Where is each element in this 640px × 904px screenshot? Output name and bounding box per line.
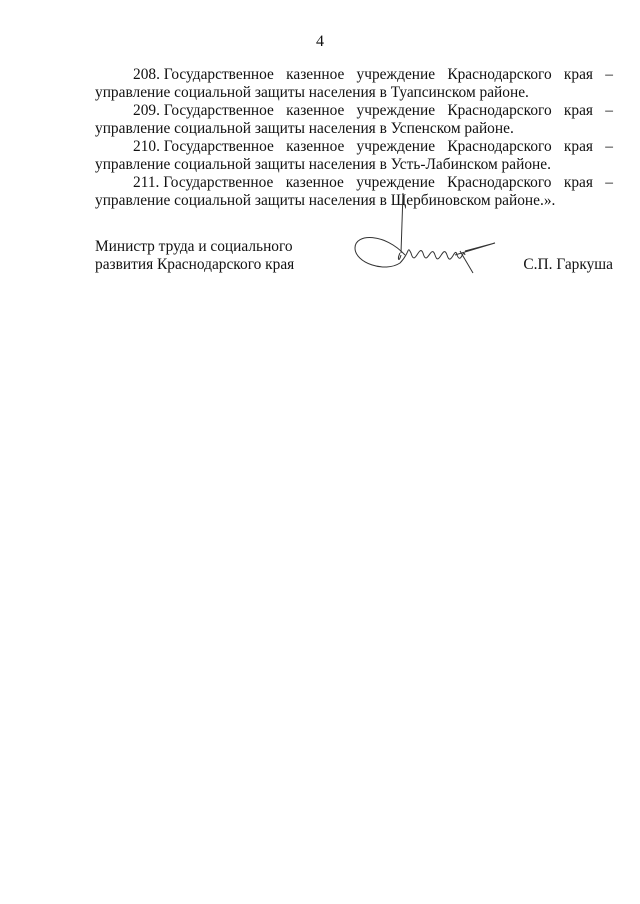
item-first-line bbox=[95, 138, 613, 156]
item-number-word: 208. Государственное bbox=[133, 66, 274, 83]
item-word: казенное bbox=[286, 66, 345, 83]
signatory-title bbox=[95, 238, 294, 274]
list-item bbox=[95, 66, 613, 102]
item-number-word: 211. Государственное bbox=[133, 174, 274, 191]
item-word: учреждение bbox=[356, 66, 436, 83]
item-number-word: 210. Государственное bbox=[133, 138, 274, 155]
item-second-line: управление социальной защиты населения в Усть-Лабинском районе. bbox=[95, 156, 551, 173]
item-first-line bbox=[95, 174, 613, 192]
list-item bbox=[95, 102, 613, 138]
handwritten-signature-icon bbox=[345, 193, 505, 303]
item-word: казенное bbox=[286, 102, 345, 119]
item-second-line: управление социальной защиты населения в Успенском районе. bbox=[95, 120, 514, 137]
signatory-title-line1: Министр труда и социального bbox=[95, 238, 293, 255]
signatory-name: С.П. Гаркуша bbox=[523, 256, 613, 273]
page-number: 4 bbox=[316, 33, 324, 50]
item-word: – bbox=[605, 66, 613, 83]
item-word: учреждение bbox=[356, 138, 436, 155]
item-word: – bbox=[605, 138, 613, 155]
item-word: казенное bbox=[285, 174, 344, 191]
signature-block bbox=[95, 238, 613, 298]
signatory-title-line2: развития Краснодарского края bbox=[95, 256, 295, 273]
item-first-line bbox=[95, 66, 613, 84]
item-first-line bbox=[95, 102, 613, 120]
item-word: Краснодарского bbox=[447, 66, 552, 83]
document-body bbox=[95, 66, 613, 210]
item-word: края bbox=[563, 174, 593, 191]
item-word: Краснодарского bbox=[447, 102, 552, 119]
item-word: – bbox=[605, 102, 613, 119]
item-word: Краснодарского bbox=[447, 138, 552, 155]
item-word: края bbox=[563, 102, 593, 119]
item-word: учреждение bbox=[356, 174, 435, 191]
list-item bbox=[95, 138, 613, 174]
item-second-line: управление социальной защиты населения в Туапсинском районе. bbox=[95, 84, 529, 101]
item-word: – bbox=[605, 174, 613, 191]
item-word: учреждение bbox=[356, 102, 436, 119]
item-word: Краснодарского bbox=[447, 174, 552, 191]
item-word: края bbox=[563, 138, 593, 155]
item-number-word: 209. Государственное bbox=[133, 102, 274, 119]
item-word: казенное bbox=[286, 138, 345, 155]
item-word: края bbox=[563, 66, 593, 83]
item-second-line: управление социальной защиты населения в Щербиновском районе.». bbox=[95, 192, 556, 209]
